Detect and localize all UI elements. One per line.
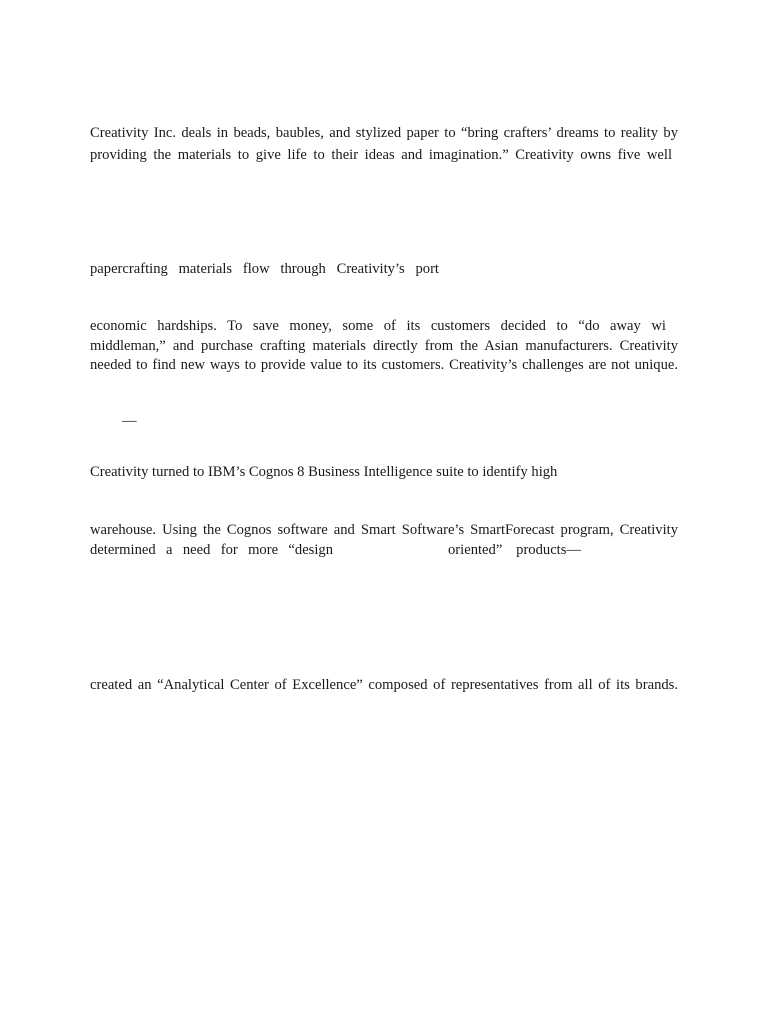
text-line-1: Creativity Inc. deals in beads, baubles, and stylized paper to “bring crafters’ dreams to reality by [90, 125, 678, 141]
text-line-8: warehouse. Using the Cognos software and Smart Software’s SmartForecast program, Creativity [90, 522, 678, 538]
text-line-7: Creativity turned to IBM’s Cognos 8 Business Intelligence suite to identify high [90, 464, 558, 480]
text-line-2: providing the materials to give life to their ideas and imagination.” Creativity owns five well [90, 147, 672, 163]
text-line-6: needed to find new ways to provide value to its customers. Creativity’s challenges are not unique. [90, 357, 678, 373]
text-line-10: created an “Analytical Center of Excellence” composed of representatives from all of its brands. [90, 677, 678, 693]
text-line-9a: determined a need for more “design [90, 542, 333, 558]
em-dash-mark: — [122, 413, 137, 429]
text-line-4: economic hardships. To save money, some of its customers decided to “do away wi [90, 318, 666, 334]
text-line-5: middleman,” and purchase crafting materials directly from the Asian manufacturers. Creativity [90, 338, 678, 354]
text-line-9b: oriented” products— [448, 542, 581, 558]
text-line-3: papercrafting materials flow through Creativity’s port [90, 261, 439, 277]
